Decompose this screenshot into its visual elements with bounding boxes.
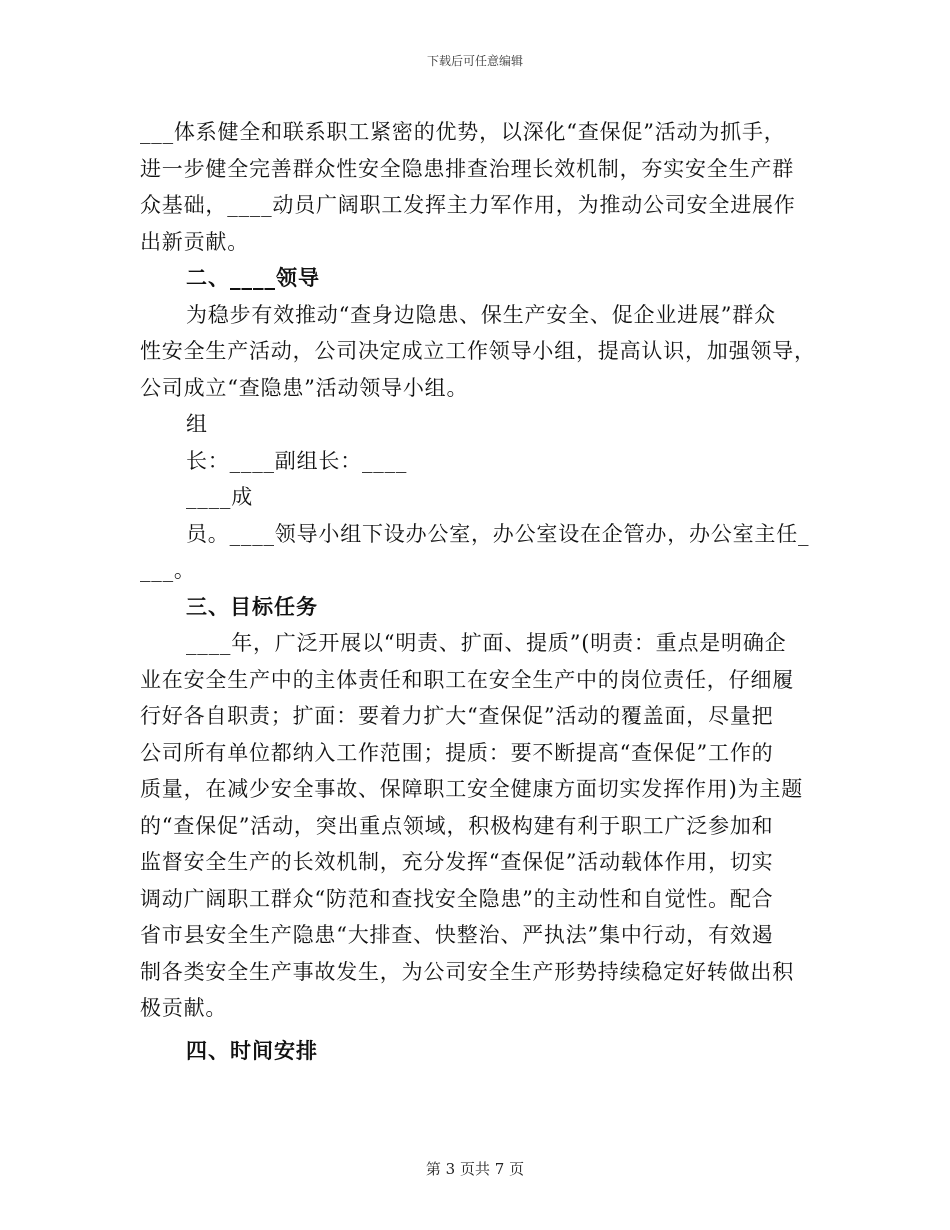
- paragraph-line: 性安全生产活动，公司决定成立工作领导小组，提高认识，加强领导，: [140, 339, 816, 363]
- paragraph-line: 业在安全生产中的主体责任和职工在安全生产中的岗位责任，仔细履: [140, 667, 794, 692]
- paragraph-line: 的“查保促”活动，突出重点领域，积极构建有利于职工广泛参加和: [140, 813, 774, 838]
- member-line: 员。____领导小组下设办公室，办公室设在企管办，办公室主任_: [186, 521, 810, 546]
- body-line: 众基础，____动员广阔职工发挥主力军作用，为推动公司安全进展作: [140, 193, 796, 217]
- section-heading-leadership: 二、____领导: [186, 265, 320, 290]
- member-line: ____成: [186, 485, 253, 509]
- document-body: [140, 114, 816, 1069]
- paragraph-line: 为稳步有效推动“查身边隐患、保生产安全、促企业进展”群众: [186, 302, 776, 327]
- paragraph-line: 质量，在减少安全事故、保障职工安全健康方面切实发挥作用)为主题: [140, 777, 803, 801]
- paragraph-line: 省市县安全生产隐患“大排查、快整治、严执法”集中行动，有效遏: [140, 923, 774, 947]
- section-heading-schedule: 四、时间安排: [186, 1037, 318, 1063]
- body-line: ___体系健全和联系职工紧密的优势，以深化“查保促”活动为抓手，: [140, 120, 786, 144]
- member-line: 组: [186, 412, 208, 436]
- page-header: 下载后可任意编辑: [426, 54, 523, 68]
- member-line: ___。: [140, 558, 196, 582]
- paragraph-line: 极贡献。: [140, 996, 228, 1020]
- paragraph-line: 公司所有单位都纳入工作范围；提质：要不断提高“查保促”工作的: [140, 740, 774, 765]
- section-heading-goals: 三、目标任务: [186, 593, 318, 619]
- body-line: 出新贡献。: [140, 229, 249, 254]
- member-line: 长：____副组长：____: [186, 448, 408, 473]
- paragraph-line: 调动广阔职工群众“防范和查找安全隐患”的主动性和自觉性。配合: [140, 886, 774, 911]
- paragraph-line: 监督安全生产的长效机制，充分发挥“查保促”活动载体作用，切实: [140, 850, 774, 874]
- page-footer: 第 3 页共 7 页: [425, 1160, 525, 1178]
- paragraph-line: 行好各自职责；扩面：要着力扩大“查保促”活动的覆盖面，尽量把: [140, 704, 774, 728]
- paragraph-line: 公司成立“查隐患”活动领导小组。: [140, 375, 469, 400]
- paragraph-line: 制各类安全生产事故发生，为公司安全生产形势持续稳定好转做出积: [140, 959, 794, 984]
- paragraph-line: ____年，广泛开展以“明责、扩面、提质”(明责：重点是明确企: [186, 631, 787, 655]
- body-line: 进一步健全完善群众性安全隐患排查治理长效机制，夯实安全生产群: [140, 156, 794, 181]
